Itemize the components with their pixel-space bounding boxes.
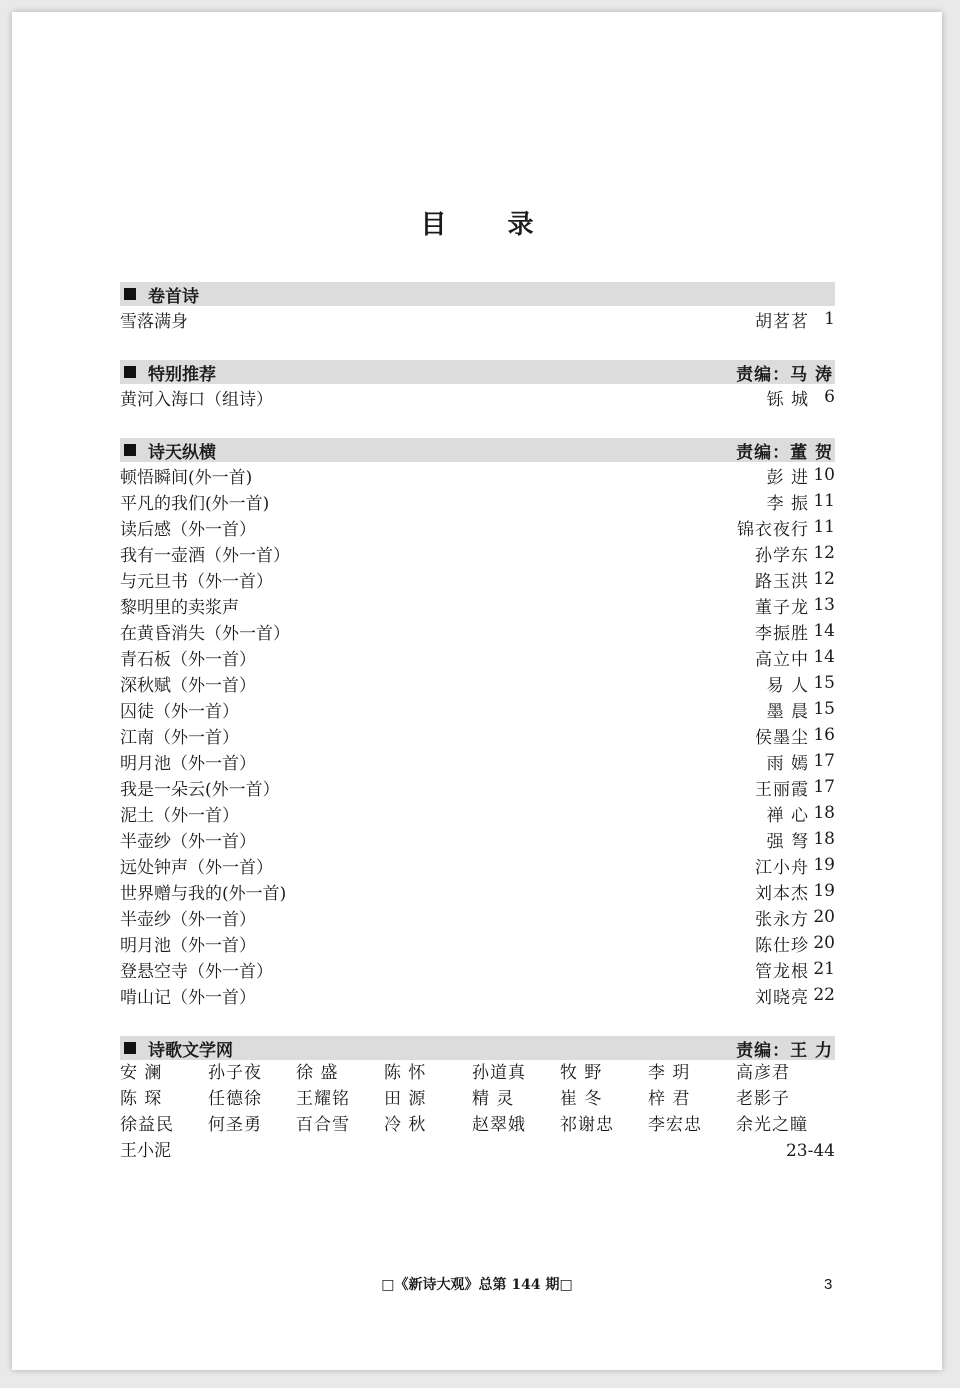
entry-author: 刘晓亮 [755,987,809,1008]
entry-meta [767,827,835,852]
entry-title: 远处钟声（外一首） [120,857,273,878]
author-name: 冷 秋 [384,1115,427,1135]
entry-author: 墨 晨 [766,701,809,722]
toc-entry [120,904,835,930]
entry-author: 江小舟 [755,857,809,878]
entry-meta [767,697,835,722]
author-name: 安 澜 [120,1063,163,1083]
section-header [120,438,835,462]
entry-meta [767,671,835,696]
entry-page: 15 [813,699,835,719]
entry-page: 14 [813,621,835,641]
toc-entry [120,670,835,696]
entry-meta [767,463,835,488]
toc-entry [120,826,835,852]
entry-page: 19 [813,855,835,875]
entry-author: 陈仕珍 [755,935,809,956]
toc-entry [120,644,835,670]
page-title: 目 录 [420,210,560,240]
author-name: 李 玥 [648,1063,691,1083]
author-name: 牧 野 [560,1063,603,1083]
entry-title: 雪落满身 [120,311,188,332]
entry-title: 黄河入海口（组诗） [120,389,273,410]
entry-author: 路玉洪 [755,571,809,592]
entry-title: 明月池（外一首） [120,935,256,956]
entry-title: 读后感（外一首） [120,519,256,540]
page-number: 3 [824,1276,833,1293]
section-heading: 诗天纵横 [148,442,216,463]
entry-author: 胡茗茗 [755,311,809,332]
entry-author: 王丽霞 [755,779,809,800]
entry-title: 顿悟瞬间(外一首) [120,467,253,488]
last-author-row [120,1138,835,1164]
entry-meta [755,853,835,878]
toc-entry [120,462,835,488]
section-header [120,360,835,384]
entry-page: 17 [813,777,835,797]
entry-meta [755,619,835,644]
entry-page: 1 [824,309,835,329]
toc-entry [120,566,835,592]
entry-meta [755,541,835,566]
entry-page: 12 [813,569,835,589]
entry-author: 董子龙 [755,597,809,618]
table-of-contents [120,282,835,1192]
author-name: 高彦君 [736,1063,790,1083]
toc-entry [120,696,835,722]
author-name: 陈 怀 [384,1063,427,1083]
toc-entry [120,800,835,826]
entry-list [120,384,835,410]
entry-title: 囚徒（外一首） [120,701,239,722]
section-header [120,1036,835,1060]
author-name: 田 源 [384,1089,427,1109]
author-grid [120,1060,835,1138]
entry-author: 强 弩 [766,831,809,852]
entry-meta [767,749,835,774]
entry-author: 侯墨尘 [755,727,809,748]
entry-meta [755,567,835,592]
section-header [120,282,835,306]
section-heading: 特别推荐 [148,364,216,385]
entry-title: 泥土（外一首） [120,805,239,826]
author-name: 徐 盛 [296,1063,339,1083]
square-bullet-icon [124,366,136,378]
entry-page: 21 [813,959,835,979]
square-bullet-icon [124,1042,136,1054]
entry-author: 易 人 [766,675,809,696]
entry-author: 管龙根 [755,961,809,982]
author-name: 老影子 [736,1089,790,1109]
entry-title: 江南（外一首） [120,727,239,748]
toc-entry [120,592,835,618]
toc-entry [120,722,835,748]
entry-author: 孙学东 [755,545,809,566]
author-name: 徐益民 [120,1115,174,1135]
entry-page: 11 [813,491,835,511]
entry-meta [767,385,835,410]
entry-title: 青石板（外一首） [120,649,256,670]
entry-page: 10 [813,465,835,485]
entry-author: 彭 进 [766,467,809,488]
entry-meta [755,307,835,332]
entry-title: 半壶纱（外一首） [120,909,256,930]
entry-title: 明月池（外一首） [120,753,256,774]
section-shige [120,1036,835,1164]
author-name: 孙子夜 [208,1063,262,1083]
section-juanshou [120,282,835,332]
author-name: 余光之瞳 [736,1115,808,1135]
entry-title: 在黄昏消失（外一首） [120,623,290,644]
toc-entry [120,748,835,774]
entry-title: 平凡的我们(外一首) [120,493,270,514]
document-page [12,12,942,1370]
entry-title: 啃山记（外一首） [120,987,256,1008]
entry-page: 17 [813,751,835,771]
toc-entry [120,514,835,540]
entry-page: 12 [813,543,835,563]
author-name: 何圣勇 [208,1115,262,1135]
entry-title: 黎明里的卖浆声 [120,597,239,618]
toc-entry [120,982,835,1008]
toc-entry [120,956,835,982]
author-name: 赵翠娥 [472,1115,526,1135]
entry-meta [737,515,835,540]
section-shitian [120,438,835,1008]
author-name: 梓 君 [648,1089,691,1109]
entry-meta [755,983,835,1008]
entry-page: 15 [813,673,835,693]
entry-page: 20 [813,907,835,927]
section-heading: 卷首诗 [148,286,199,307]
entry-meta [755,775,835,800]
author-name: 百合雪 [296,1115,350,1135]
entry-meta [755,931,835,956]
entry-author: 李 振 [766,493,809,514]
entry-page: 19 [813,881,835,901]
author-name: 李宏忠 [648,1115,702,1135]
entry-meta [755,645,835,670]
section-editor: 责编：董 贺 [736,442,833,463]
toc-entry [120,930,835,956]
author-name: 崔 冬 [560,1089,603,1109]
toc-entry [120,618,835,644]
journal-footer: □《新诗大观》总第 144 期□ [381,1277,573,1293]
toc-entry [120,540,835,566]
section-editor: 责编：王 力 [736,1040,833,1061]
entry-title: 登悬空寺（外一首） [120,961,273,982]
author-name: 王耀铭 [296,1089,350,1109]
entry-meta [755,905,835,930]
entry-meta [767,801,835,826]
toc-entry [120,306,835,332]
toc-entry [120,384,835,410]
page-range: 23-44 [785,1141,835,1161]
section-heading: 诗歌文学网 [148,1040,233,1061]
entry-meta [755,879,835,904]
entry-author: 锦衣夜行 [737,519,809,540]
entry-title: 世界赠与我的(外一首) [120,883,287,904]
toc-entry [120,488,835,514]
entry-list [120,306,835,332]
entry-page: 6 [824,387,835,407]
entry-author: 高立中 [755,649,809,670]
entry-author: 李振胜 [755,623,809,644]
entry-author: 铄 城 [766,389,809,410]
entry-title: 半壶纱（外一首） [120,831,256,852]
square-bullet-icon [124,444,136,456]
entry-page: 13 [813,595,835,615]
entry-title: 与元旦书（外一首） [120,571,273,592]
section-editor: 责编：马 涛 [736,364,833,385]
author-name: 王小泥 [120,1141,171,1161]
toc-entry [120,852,835,878]
author-name: 陈 琛 [120,1089,163,1109]
entry-author: 刘本杰 [755,883,809,904]
entry-meta [755,593,835,618]
entry-author: 雨 嫣 [766,753,809,774]
toc-entry [120,878,835,904]
section-tebie [120,360,835,410]
entry-page: 14 [813,647,835,667]
entry-list [120,462,835,1008]
entry-title: 深秋赋（外一首） [120,675,256,696]
entry-page: 22 [813,985,835,1005]
entry-meta [755,957,835,982]
entry-page: 18 [813,803,835,823]
entry-author: 禅 心 [766,805,809,826]
toc-entry [120,774,835,800]
author-name: 祁谢忠 [560,1115,614,1135]
entry-meta [767,489,835,514]
entry-page: 18 [813,829,835,849]
author-name: 孙道真 [472,1063,526,1083]
author-name: 精 灵 [472,1089,515,1109]
author-name: 任德徐 [208,1089,262,1109]
square-bullet-icon [124,288,136,300]
entry-meta [755,723,835,748]
entry-title: 我有一壶酒（外一首） [120,545,290,566]
entry-page: 16 [813,725,835,745]
entry-author: 张永方 [755,909,809,930]
entry-page: 20 [813,933,835,953]
entry-page: 11 [813,517,835,537]
entry-title: 我是一朵云(外一首） [120,779,280,800]
